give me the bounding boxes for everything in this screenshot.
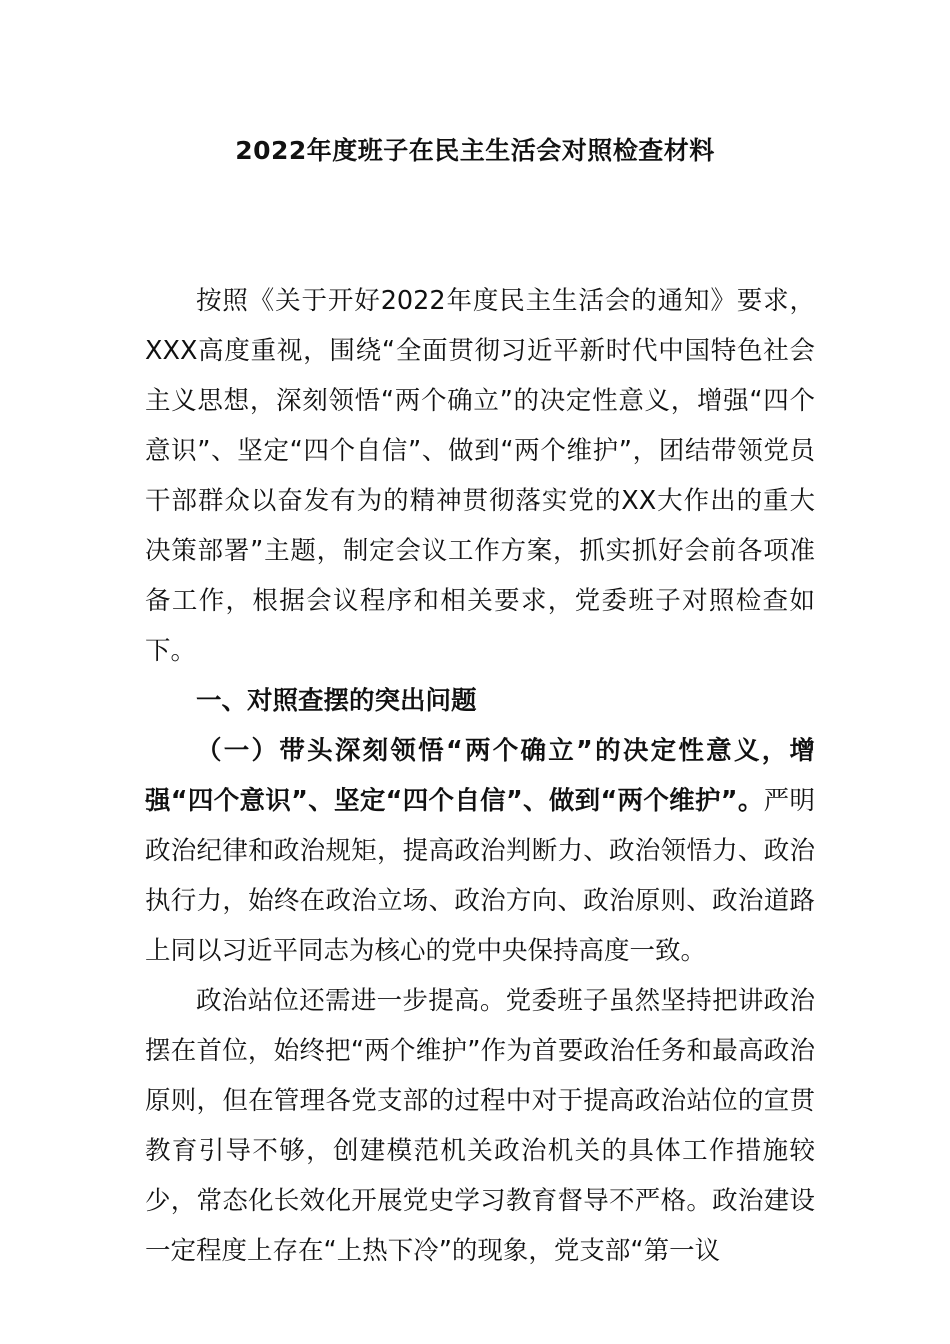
document-title: 2022年度班子在民主生活会对照检查材料 <box>235 136 715 165</box>
subsection-heading: （一）带头深刻领悟“两个确立”的决定性意义，增强“四个意识”、坚定“四个自信”、做到“两个维护”。 <box>145 736 815 816</box>
section-heading: 一、对照查摆的突出问题 <box>196 686 477 716</box>
body-paragraph: 政治站位还需进一步提高。党委班子虽然坚持把讲政治摆在首位，始终把“两个维护”作为首要政治任务和最高政治原则，但在管理各党支部的过程中对于提高政治站位的宣贯教育引导不够，创建模范机关政治机关的具体工作措施较少，常态化长效化开展党史学习教育督导不严格。政治建设一定程度上存在“上热下冷”的现象，党支部“第一议 <box>145 986 815 1266</box>
subsection-text: 严明政治纪律和政治规矩，提高政治判断力、政治领悟力、政治执行力，始终在政治立场、政治方向、政治原则、政治道路上同以习近平同志为核心的党中央保持高度一致。 <box>145 786 815 966</box>
intro-paragraph: 按照《关于开好2022年度民主生活会的通知》要求，XXX高度重视，围绕“全面贯彻习近平新时代中国特色社会主义思想，深刻领悟“两个确立”的决定性意义，增强“四个意识”、坚定“四个自信”、做到“两个维护”，团结带领党员干部群众以奋发有为的精神贯彻落实党的XX大作出的重大决策部署”主题，制定会议工作方案，抓实抓好会前各项准备工作，根据会议程序和相关要求，党委班子对照检查如下。 <box>145 286 815 666</box>
subsection-paragraph <box>145 726 815 976</box>
document-body <box>145 276 815 1276</box>
